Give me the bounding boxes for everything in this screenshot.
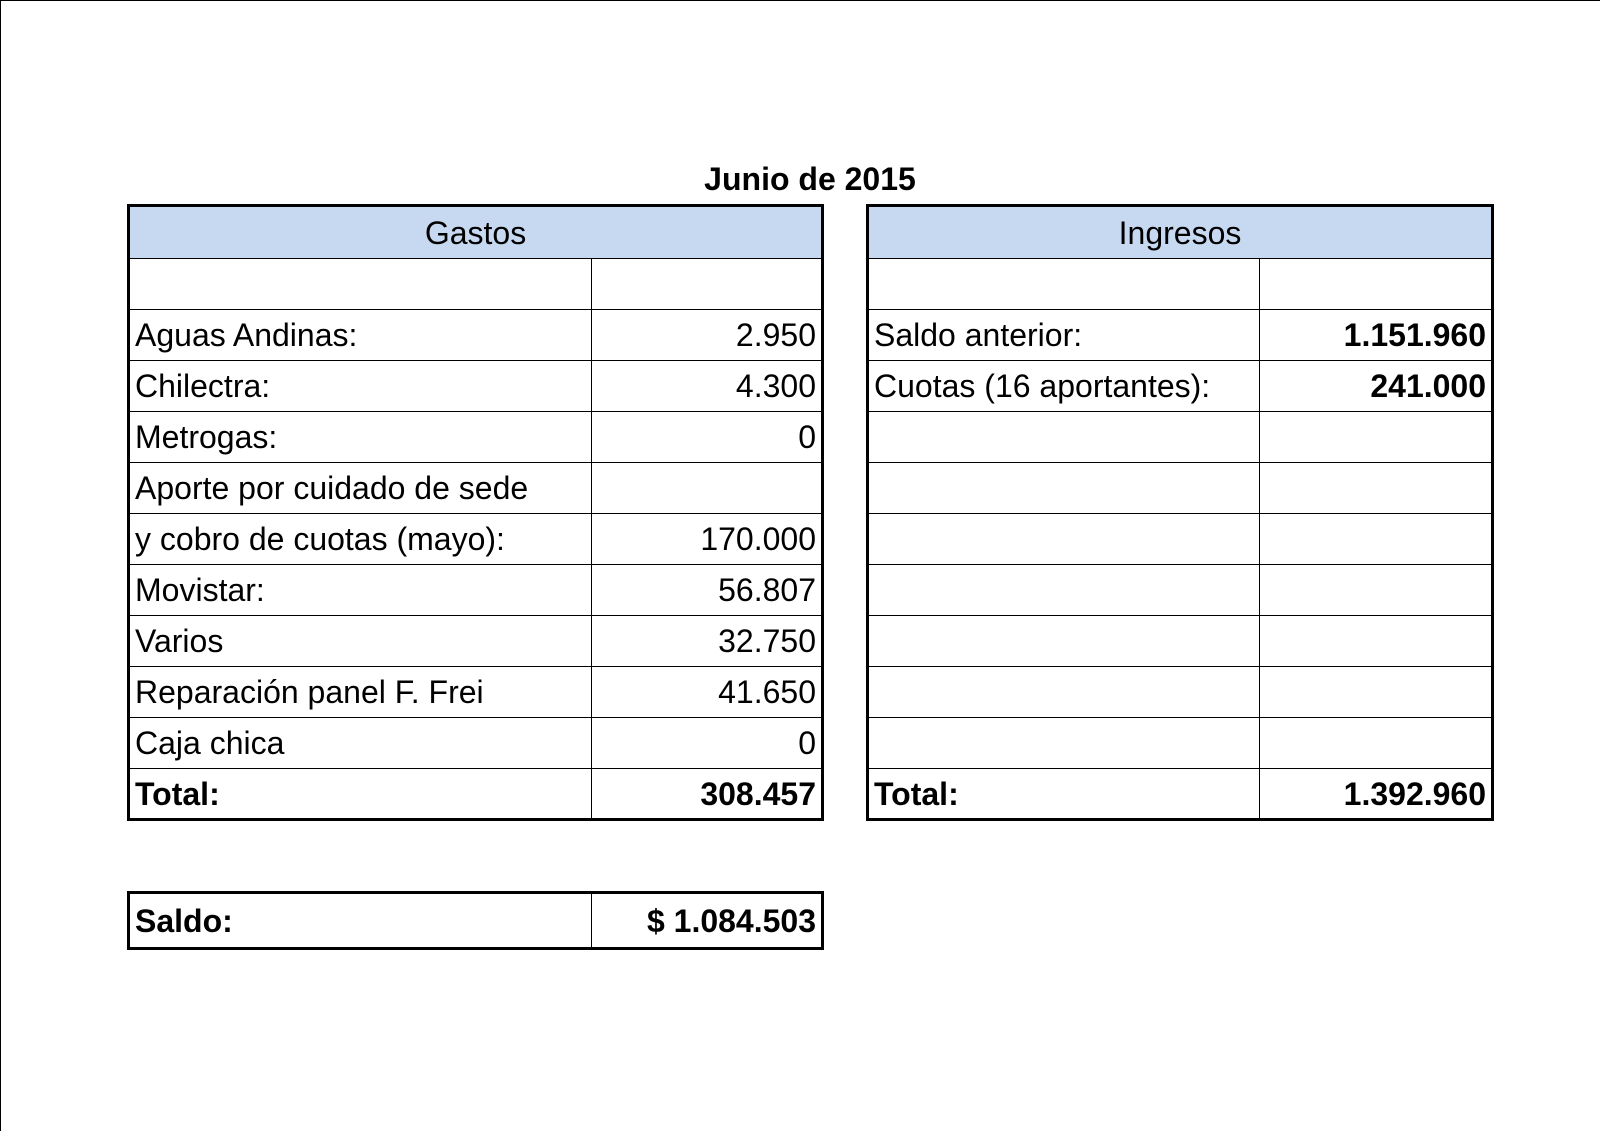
- gastos-table: [127, 204, 824, 821]
- table-row: [129, 361, 823, 412]
- saldo-value[interactable]: $ 1.084.503: [592, 893, 823, 949]
- ingresos-label-cell[interactable]: Cuotas (16 aportantes):: [868, 361, 1260, 412]
- table-row: [868, 412, 1493, 463]
- saldo-label[interactable]: Saldo:: [129, 893, 592, 949]
- table-row: [868, 667, 1493, 718]
- gastos-label-cell[interactable]: Aporte por cuidado de sede: [129, 463, 592, 514]
- saldo-row: [129, 893, 823, 949]
- gastos-value-cell[interactable]: [592, 463, 823, 514]
- ingresos-value-cell[interactable]: [1260, 565, 1493, 616]
- gastos-label-cell[interactable]: Metrogas:: [129, 412, 592, 463]
- ingresos-value-cell[interactable]: [1260, 259, 1493, 310]
- gastos-value-cell[interactable]: 0: [592, 718, 823, 769]
- table-row: [129, 718, 823, 769]
- ingresos-label-cell[interactable]: Saldo anterior:: [868, 310, 1260, 361]
- ingresos-label-cell[interactable]: [868, 259, 1260, 310]
- ingresos-label-cell[interactable]: [868, 616, 1260, 667]
- page-title: Junio de 2015: [704, 161, 916, 197]
- gastos-value-cell[interactable]: 0: [592, 412, 823, 463]
- table-row: [868, 463, 1493, 514]
- gastos-label-cell[interactable]: Aguas Andinas:: [129, 310, 592, 361]
- gastos-total-value[interactable]: 308.457: [592, 769, 823, 820]
- table-row: [868, 259, 1493, 310]
- ingresos-label-cell[interactable]: [868, 412, 1260, 463]
- gastos-label-cell[interactable]: Chilectra:: [129, 361, 592, 412]
- ingresos-table: [866, 204, 1494, 821]
- table-row: [129, 310, 823, 361]
- gastos-label-cell[interactable]: Varios: [129, 616, 592, 667]
- ingresos-value-cell[interactable]: 241.000: [1260, 361, 1493, 412]
- table-row: [129, 514, 823, 565]
- gastos-value-cell[interactable]: 2.950: [592, 310, 823, 361]
- ingresos-value-cell[interactable]: [1260, 616, 1493, 667]
- table-row: [868, 361, 1493, 412]
- gastos-label-cell[interactable]: Movistar:: [129, 565, 592, 616]
- gastos-value-cell[interactable]: 170.000: [592, 514, 823, 565]
- table-row: [868, 616, 1493, 667]
- table-row: [868, 565, 1493, 616]
- gastos-value-cell[interactable]: 56.807: [592, 565, 823, 616]
- ingresos-value-cell[interactable]: [1260, 514, 1493, 565]
- ingresos-total-value[interactable]: 1.392.960: [1260, 769, 1493, 820]
- saldo-table: [127, 891, 824, 950]
- table-row: [868, 514, 1493, 565]
- gastos-header-row: [129, 206, 823, 259]
- gastos-value-cell[interactable]: 32.750: [592, 616, 823, 667]
- ingresos-header-row: [868, 206, 1493, 259]
- table-row: [129, 412, 823, 463]
- ingresos-total-row: [868, 769, 1493, 820]
- ingresos-label-cell[interactable]: [868, 667, 1260, 718]
- gastos-total-label[interactable]: Total:: [129, 769, 592, 820]
- table-row: [868, 310, 1493, 361]
- ingresos-value-cell[interactable]: [1260, 667, 1493, 718]
- ingresos-label-cell[interactable]: [868, 718, 1260, 769]
- ingresos-label-cell[interactable]: [868, 565, 1260, 616]
- table-row: [129, 667, 823, 718]
- ingresos-value-cell[interactable]: [1260, 412, 1493, 463]
- table-row: [129, 616, 823, 667]
- ingresos-total-label[interactable]: Total:: [868, 769, 1260, 820]
- table-row: [868, 718, 1493, 769]
- ingresos-value-cell[interactable]: 1.151.960: [1260, 310, 1493, 361]
- ingresos-value-cell[interactable]: [1260, 463, 1493, 514]
- gastos-value-cell[interactable]: 41.650: [592, 667, 823, 718]
- gastos-total-row: [129, 769, 823, 820]
- gastos-label-cell[interactable]: [129, 259, 592, 310]
- gastos-header: Gastos: [129, 206, 823, 259]
- gastos-value-cell[interactable]: 4.300: [592, 361, 823, 412]
- gastos-label-cell[interactable]: Caja chica: [129, 718, 592, 769]
- table-row: [129, 565, 823, 616]
- ingresos-label-cell[interactable]: [868, 463, 1260, 514]
- gastos-label-cell[interactable]: y cobro de cuotas (mayo):: [129, 514, 592, 565]
- gastos-value-cell[interactable]: [592, 259, 823, 310]
- table-row: [129, 259, 823, 310]
- table-row: [129, 463, 823, 514]
- ingresos-label-cell[interactable]: [868, 514, 1260, 565]
- gastos-label-cell[interactable]: Reparación panel F. Frei: [129, 667, 592, 718]
- ingresos-header: Ingresos: [868, 206, 1493, 259]
- ingresos-value-cell[interactable]: [1260, 718, 1493, 769]
